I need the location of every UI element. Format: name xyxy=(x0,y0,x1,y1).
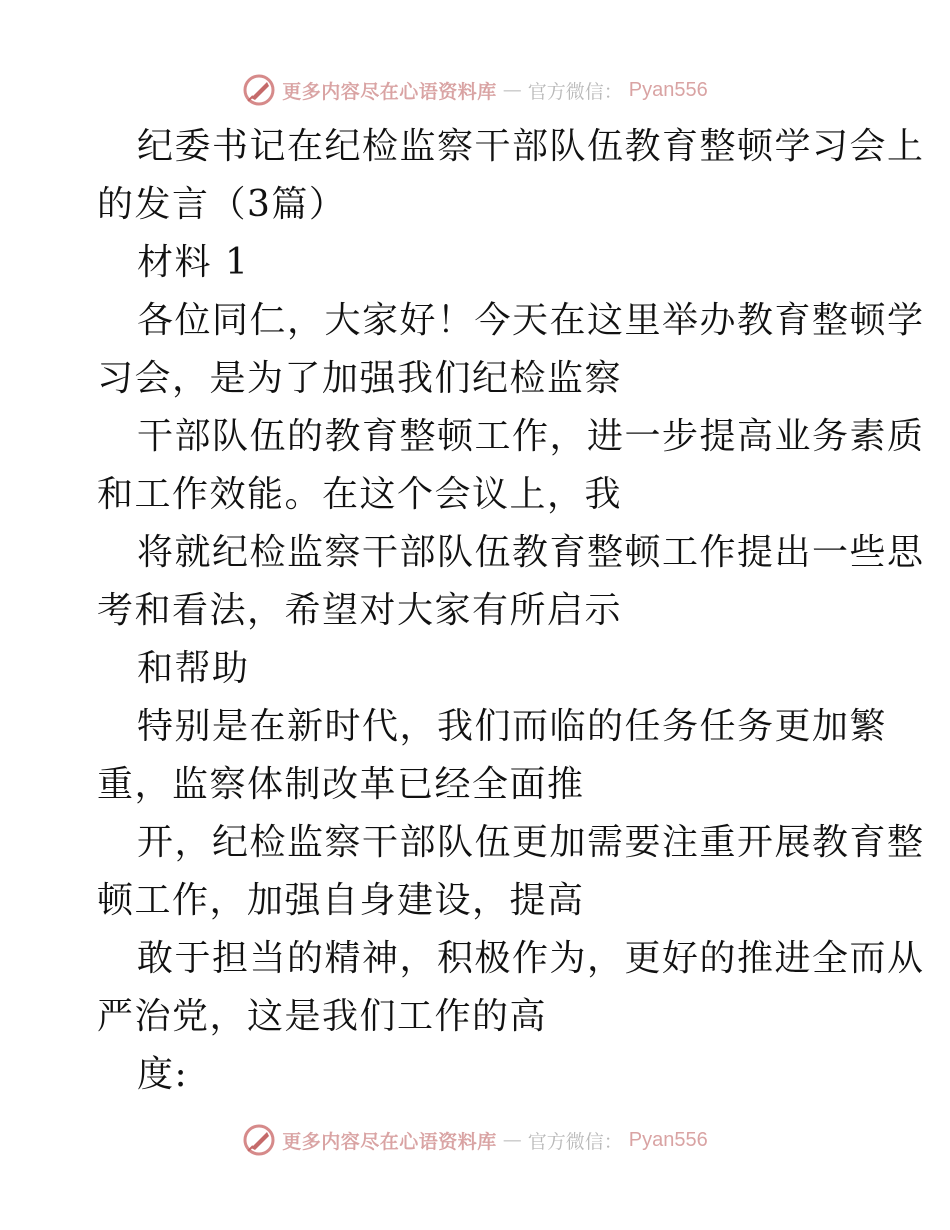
footer-watermark xyxy=(0,1122,950,1158)
paragraph-line: 度: xyxy=(137,1054,189,1095)
watermark-wechat-id: Pyan556 xyxy=(628,78,708,101)
document-title-line-1: 纪委书记在纪检监察干部队伍教育整顿学习会上 xyxy=(137,126,925,167)
paragraph-line: 顿工作，加强自身建设，提高 xyxy=(97,880,585,921)
watermark-brand: 更多内容尽在心语资料库 xyxy=(282,80,497,103)
watermark-wechat-id: Pyan556 xyxy=(628,1128,708,1151)
watermark-wechat-label: 官方微信： xyxy=(527,80,623,103)
paragraph-line: 敢于担当的精神，积极作为，更好的推进全而从 xyxy=(137,938,925,979)
paragraph-line: 各位同仁，大家好！今天在这里举办教育整顿学 xyxy=(137,300,925,341)
watermark-separator: — xyxy=(502,1129,522,1151)
quill-pen-logo-icon xyxy=(242,73,276,107)
quill-pen-logo-icon xyxy=(242,1123,276,1157)
watermark-separator: — xyxy=(502,79,522,101)
paragraph-line: 习会，是为了加强我们纪检监察 xyxy=(97,358,623,399)
paragraph-line: 特别是在新时代，我们而临的任务任务更加繁 xyxy=(137,706,888,747)
paragraph-line: 和帮助 xyxy=(137,648,250,689)
paragraph-line: 严治党，这是我们工作的高 xyxy=(97,996,548,1037)
watermark-wechat-label: 官方微信： xyxy=(527,1130,623,1153)
paragraph-line: 开，纪检监察干部队伍更加需要注重开展教育整 xyxy=(137,822,925,863)
paragraph-line: 和工作效能。在这个会议上，我 xyxy=(97,474,623,515)
paragraph-line: 考和看法，希望对大家有所启示 xyxy=(97,590,623,631)
document-body xyxy=(97,118,925,1104)
document-title-line-2: 的发言（3篇） xyxy=(97,184,347,225)
paragraph-line: 干部队伍的教育整顿工作，进一步提高业务素质 xyxy=(137,416,925,457)
watermark-brand: 更多内容尽在心语资料库 xyxy=(282,1130,497,1153)
header-watermark xyxy=(0,72,950,108)
section-heading: 材料 1 xyxy=(137,242,250,283)
paragraph-line: 将就纪检监察干部队伍教育整顿工作提出一些思 xyxy=(137,532,925,573)
paragraph-line: 重，监察体制改革已经全面推 xyxy=(97,764,585,805)
